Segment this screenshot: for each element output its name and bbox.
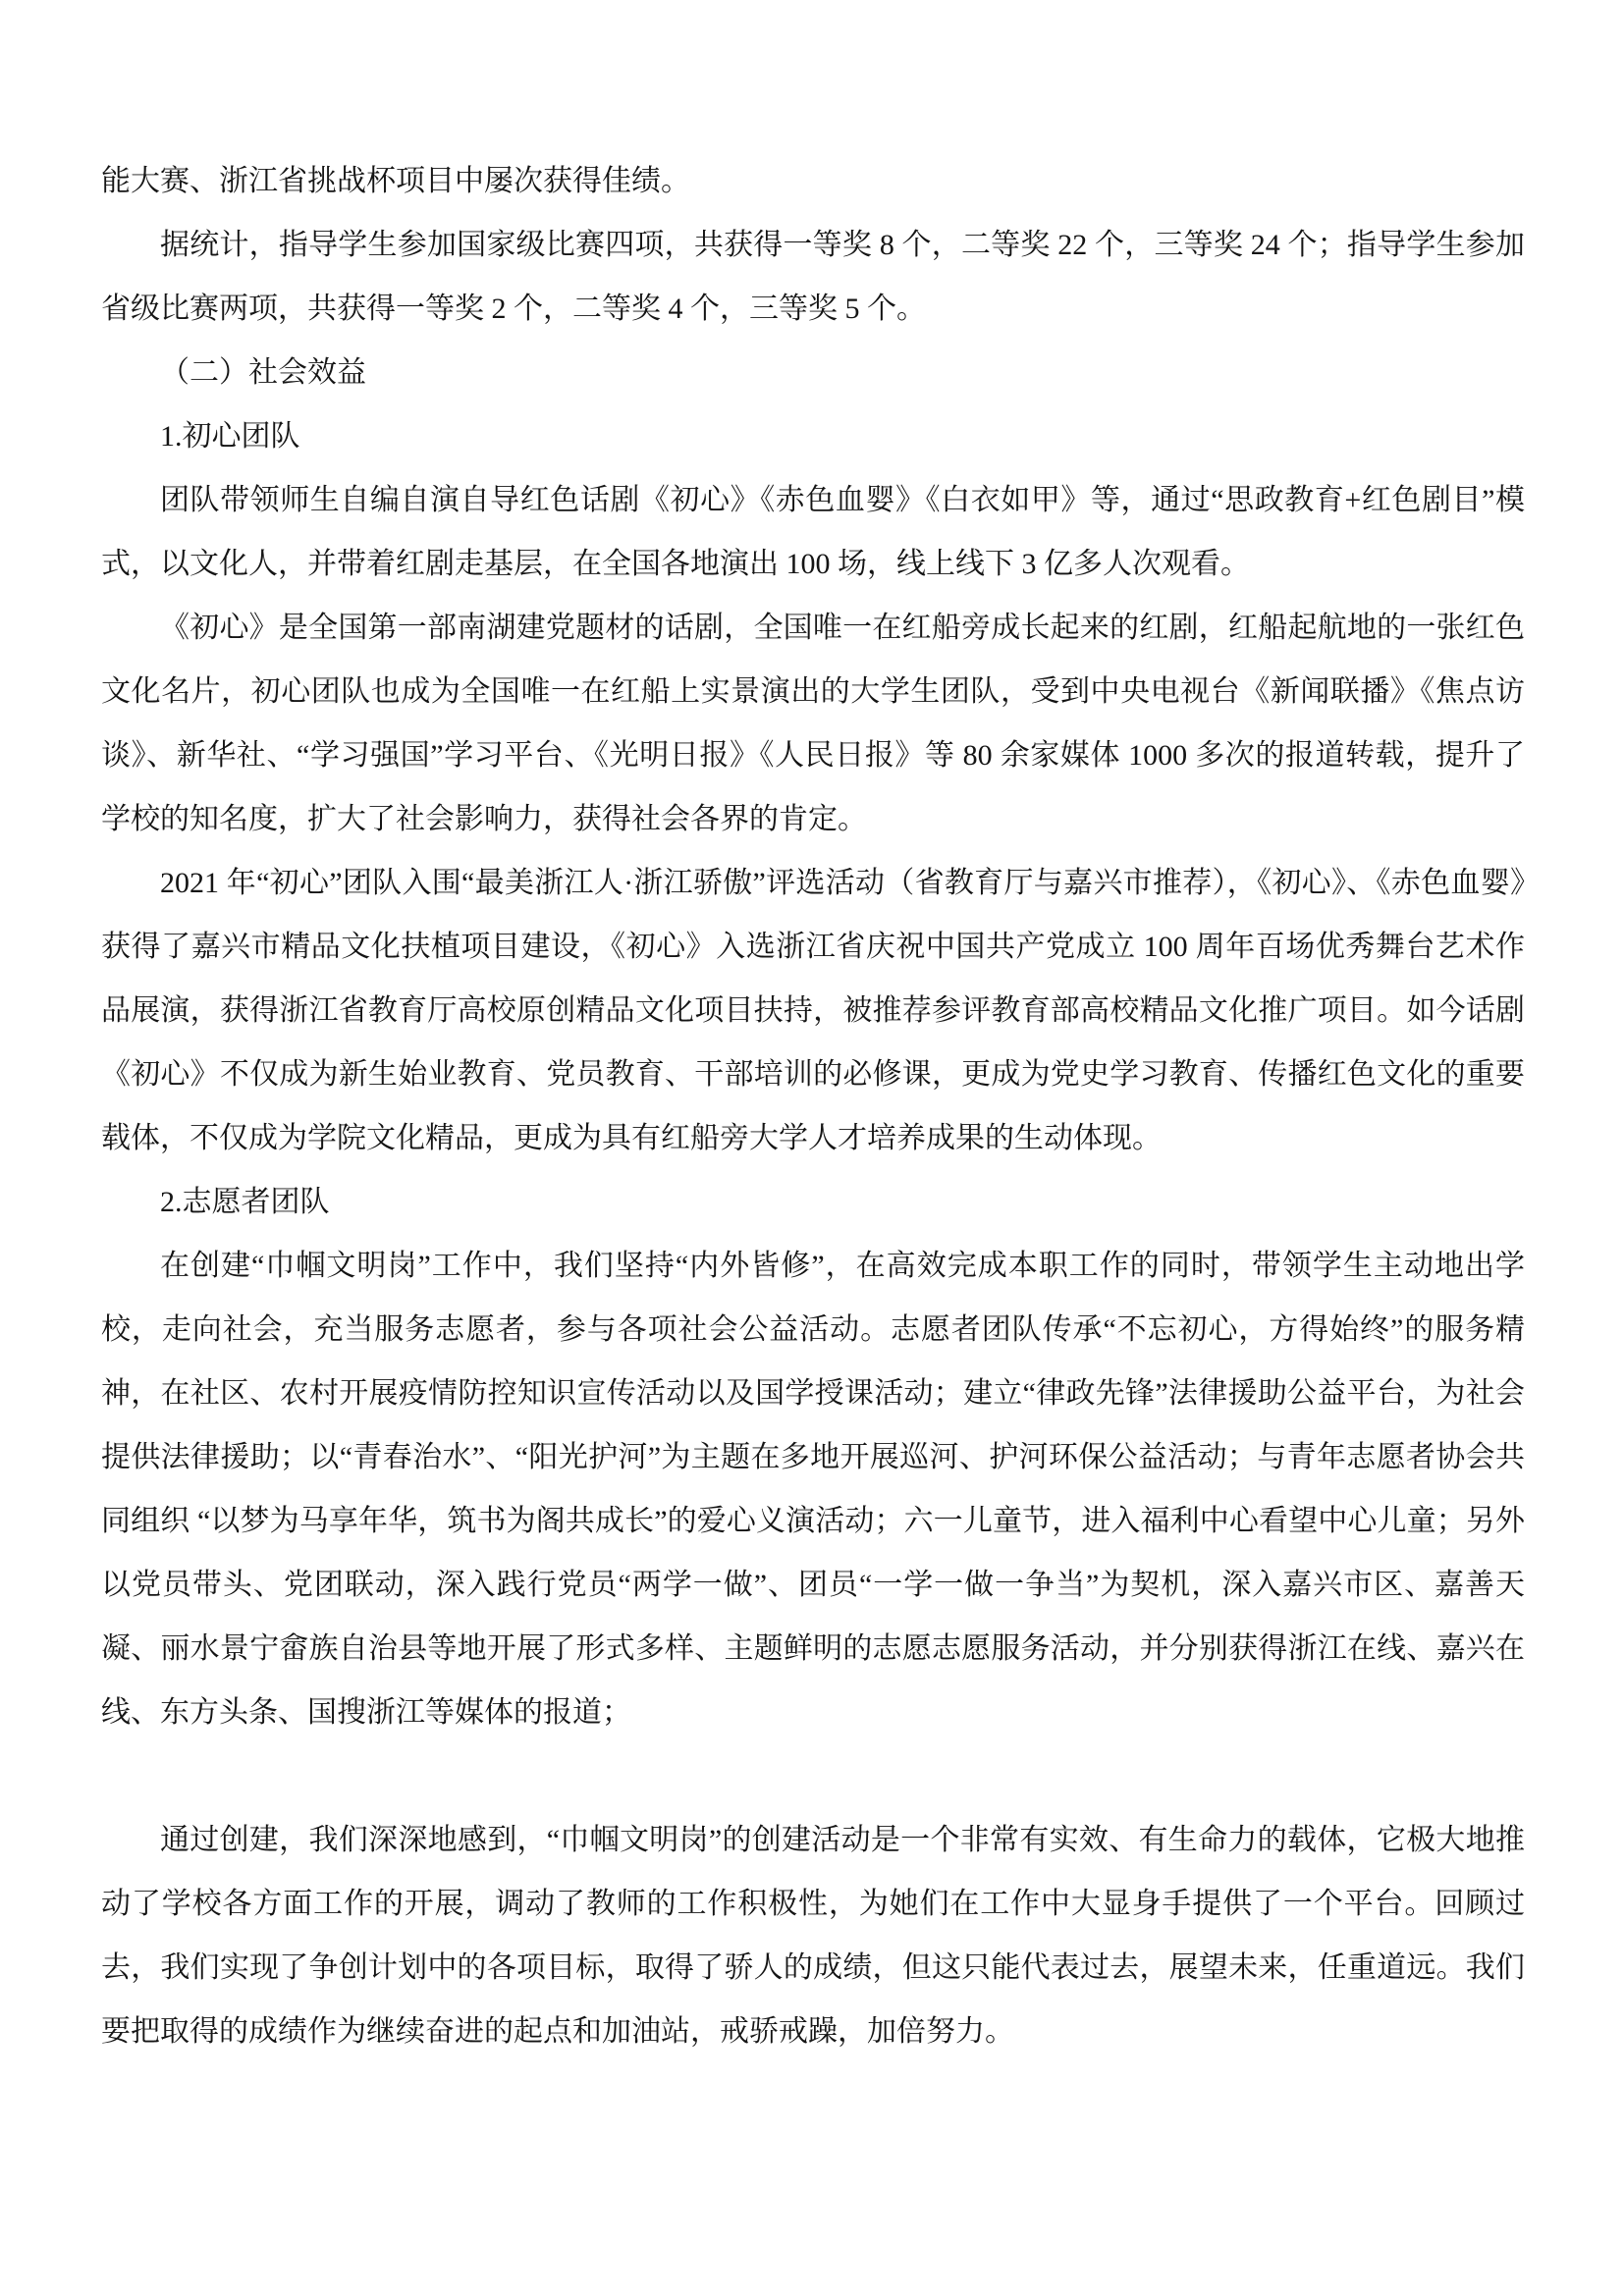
heading-volunteer-team: 2.志愿者团队	[160, 1186, 330, 1218]
paragraph-volunteer-activities: 在创建“巾帼文明岗”工作中，我们坚持“内外皆修”，在高效完成本职工作的同时，带领学生主动地出学校，走向社会，充当服务志愿者，参与各项社会公益活动。志愿者团队传承“不忘初心，方得始终”的服务精神，在社区、农村开展疫情防控知识宣传活动以及国学授课活动；建立“律政先锋”法律援助公益平台，为社会提供法律援助；以“青春治水”、“阳光护河”为主题在多地开展巡河、护河环保公益活动；与青年志愿者协会共同组织 “以梦为马享年华，筑书为阁共成长”的爱心义演活动；六一儿童节，进入福利中心看望中心儿童；另外以党员带头、党团联动，深入践行党员“两学一做”、团员“一学一做一争当”为契机，深入嘉兴市区、嘉善天凝、丽水景宁畲族自治县等地开展了形式多样、主题鲜明的志愿志愿服务活动，并分别获得浙江在线、嘉兴在线、东方头条、国搜浙江等媒体的报道；	[101, 1250, 1525, 1729]
paragraph-red-drama: 团队带领师生自编自演自导红色话剧《初心》《赤色血婴》《白衣如甲》等，通过“思政教育+红色剧目”模式，以文化人，并带着红剧走基层，在全国各地演出 100 场，线上线下 3 亿多人次观看。	[101, 484, 1525, 580]
paragraph-conclusion: 通过创建，我们深深地感到，“巾帼文明岗”的创建活动是一个非常有实效、有生命力的载体，它极大地推动了学校各方面工作的开展，调动了教师的工作积极性，为她们在工作中大显身手提供了一个平台。回顾过去，我们实现了争创计划中的各项目标，取得了骄人的成绩，但这只能代表过去，展望未来，任重道远。我们要把取得的成绩作为继续奋进的起点和加油站，戒骄戒躁，加倍努力。	[101, 1824, 1525, 2048]
paragraph-competition-results: 能大赛、浙江省挑战杯项目中屡次获得佳绩。	[101, 165, 690, 197]
paragraph-2021-honors: 2021 年“初心”团队入围“最美浙江人·浙江骄傲”评选活动（省教育厅与嘉兴市推荐），《初心》、《赤色血婴》获得了嘉兴市精品文化扶植项目建设，《初心》入选浙江省庆祝中国共产党成立 100 周年百场优秀舞台艺术作品展演，获得浙江省教育厅高校原创精品文化项目扶持，被推荐参评教育部高校精品文化推广项目。如今话剧《初心》不仅成为新生始业教育、党员教育、干部培训的必修课，更成为党史学习教育、传播红色文化的重要载体，不仅成为学院文化精品，更成为具有红船旁大学人才培养成果的生动体现。	[101, 867, 1525, 1154]
paragraph-chuxin-play: 《初心》是全国第一部南湖建党题材的话剧，全国唯一在红船旁成长起来的红剧，红船起航地的一张红色文化名片，初心团队也成为全国唯一在红船上实景演出的大学生团队，受到中央电视台《新闻联播》《焦点访谈》、新华社、“学习强国”学习平台、《光明日报》《人民日报》等 80 余家媒体 1000 多次的报道转载，提升了学校的知名度，扩大了社会影响力，获得社会各界的肯定。	[101, 612, 1525, 835]
heading-social-benefits: （二）社会效益	[160, 356, 366, 389]
blank-line	[101, 1744, 1525, 1808]
heading-chuxin-team: 1.初心团队	[160, 420, 300, 453]
paragraph-award-statistics: 据统计，指导学生参加国家级比赛四项，共获得一等奖 8 个，二等奖 22 个，三等奖 24 个；指导学生参加省级比赛两项，共获得一等奖 2 个，二等奖 4 个，三等奖 5 个。	[101, 229, 1525, 325]
